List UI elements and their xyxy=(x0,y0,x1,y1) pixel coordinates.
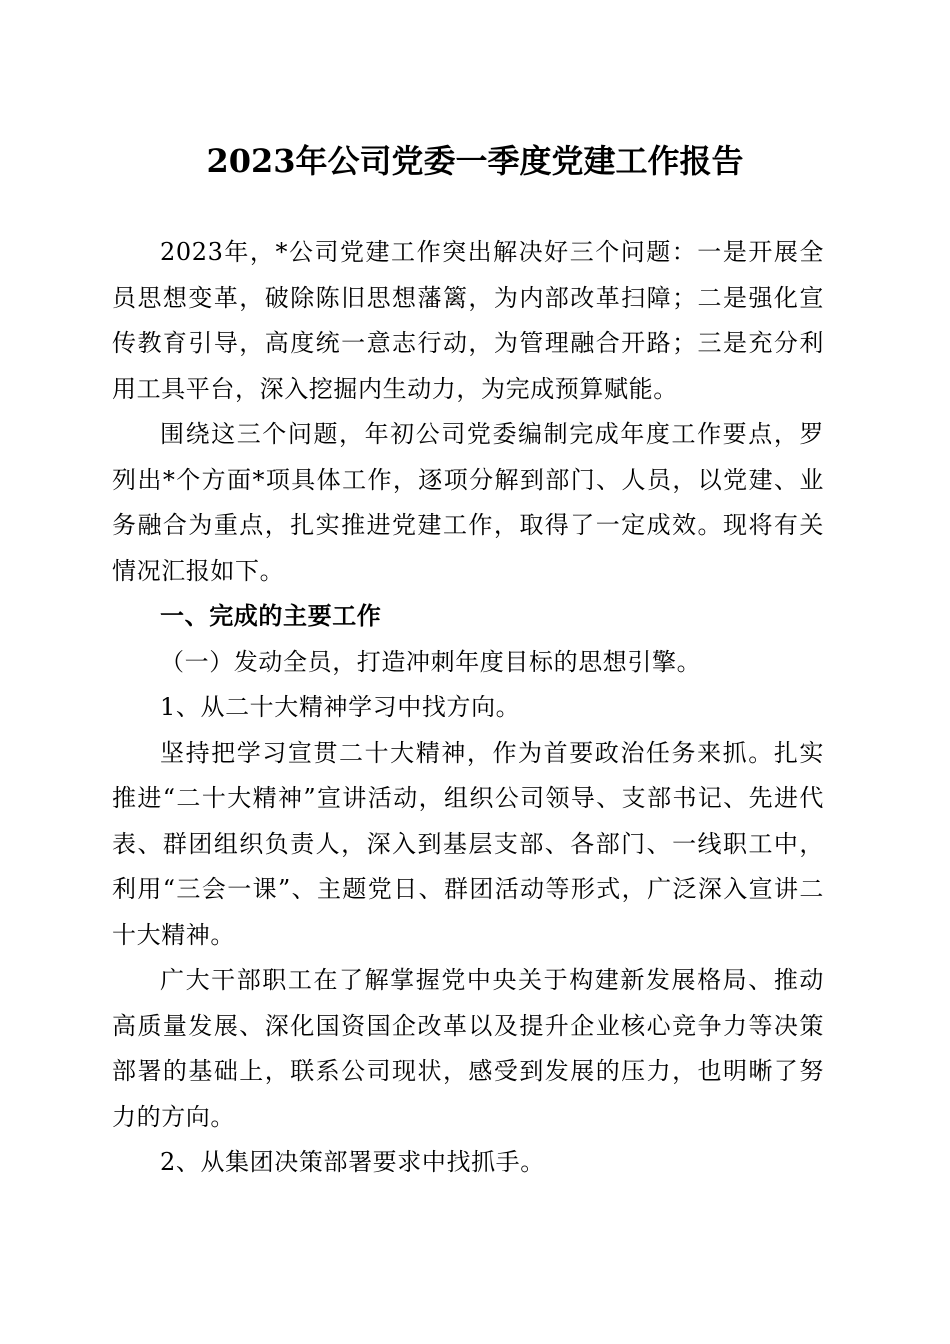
item-heading-2: 2、从集团决策部署要求中找抓手。 xyxy=(160,1148,545,1176)
paragraph-overview: 围绕这三个问题，年初公司党委编制完成年度工作要点，罗列出*个方面*项具体工作，逐项分解到部门、人员，以党建、业务融合为重点，扎实推进党建工作，取得了一定成效。现将有关情况汇报如下。 xyxy=(112,420,824,585)
document-body xyxy=(112,230,824,1186)
paragraph-intro: 2023年，*公司党建工作突出解决好三个问题：一是开展全员思想变革，破除陈旧思想藩篱，为内部改革扫障；二是强化宣传教育引导，高度统一意志行动，为管理融合开路；三是充分利用工具平台，深入挖掘内生动力，为完成预算赋能。 xyxy=(112,238,824,403)
section-heading-1: 一、完成的主要工作 xyxy=(160,602,382,630)
subsection-heading-1: （一）发动全员，打造冲刺年度目标的思想引擎。 xyxy=(160,647,702,676)
item-heading-1: 1、从二十大精神学习中找方向。 xyxy=(160,693,521,721)
paragraph-study: 坚持把学习宣贯二十大精神，作为首要政治任务来抓。扎实推进“二十大精神”宣讲活动，组织公司领导、支部书记、先进代表、群团组织负责人，深入到基层支部、各部门、一线职工中，利用“三会一课”、主题党日、群团活动等形式，广泛深入宣讲二十大精神。 xyxy=(112,738,824,949)
document-title: 2023年公司党委一季度党建工作报告 xyxy=(206,142,744,180)
paragraph-understanding: 广大干部职工在了解掌握党中央关于构建新发展格局、推动高质量发展、深化国资国企改革以及提升企业核心竞争力等决策部署的基础上，联系公司现状，感受到发展的压力，也明晰了努力的方向。 xyxy=(112,966,824,1131)
